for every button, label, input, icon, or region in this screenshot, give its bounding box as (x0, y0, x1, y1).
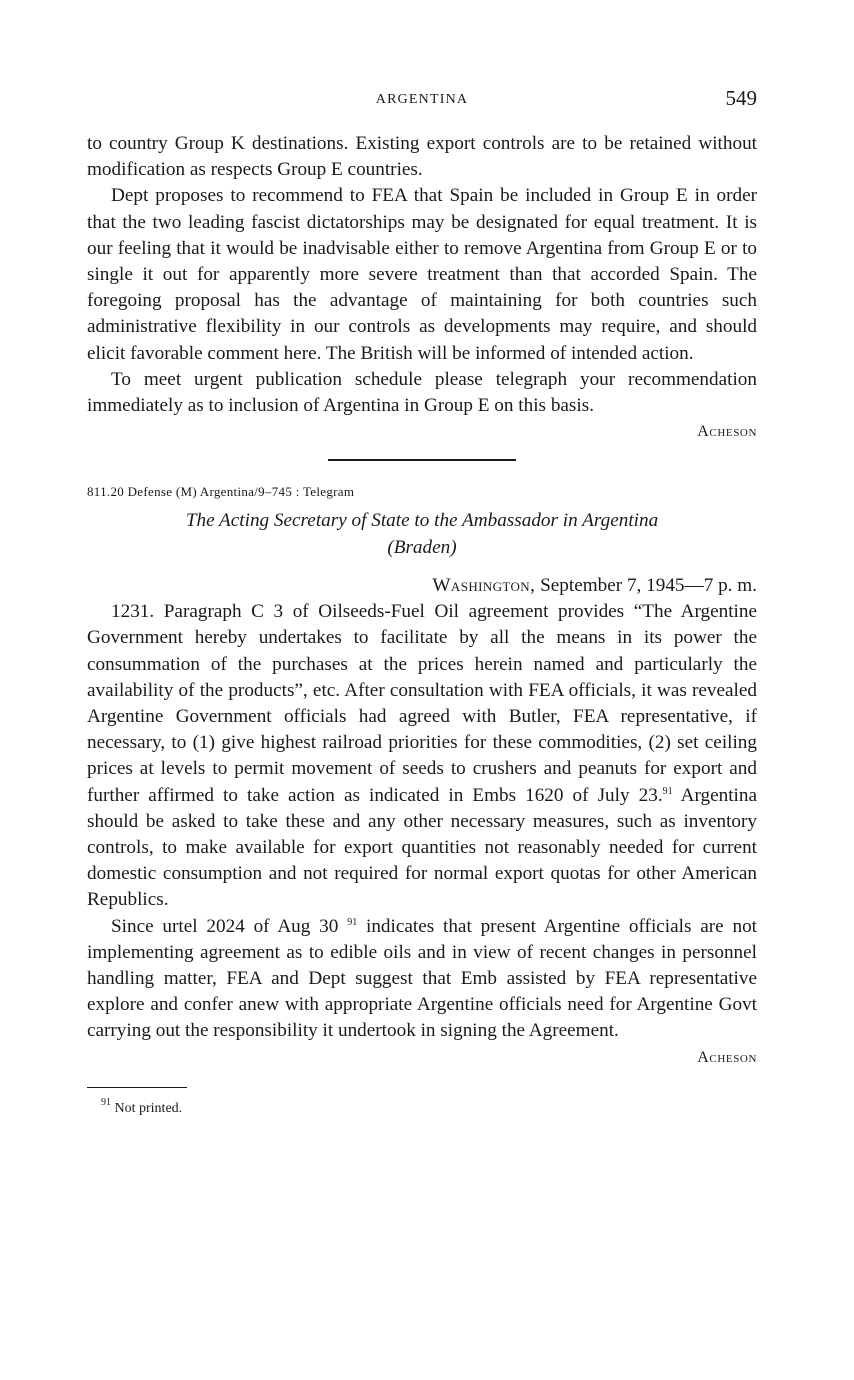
file-reference: 811.20 Defense (M) Argentina/9–745 : Telegram (87, 484, 355, 500)
footnote-reference: 91 (662, 785, 673, 797)
footnote-reference: 91 (347, 916, 358, 928)
paragraph-1231-text-1: 1231. Paragraph C 3 of Oilseeds-Fuel Oil agreement provides “The Argentine Government hereby undertakes to facilitate by all the means in its power the consummation of the purchases at the prices herein named and particularly the availability of the products”, etc. After consultation with FEA officials, it was revealed Argentine Government officials had agreed with Butler, FEA representative, if necessary, to (1) give highest railroad priorities for these commodities, (2) set ceiling prices at levels to permit movement of seeds to crushers and peanuts for export and further affirmed to take action as indicated in Embs 1620 of July 23. (87, 601, 757, 806)
heading-line-1: The Acting Secretary of State to the Ambassador in Argentina (185, 510, 659, 532)
signature-acheson-1: Acheson (697, 423, 757, 441)
footnote (87, 1096, 757, 1118)
section-divider (328, 459, 516, 461)
paragraph-1231-text-2: Argentina should be asked to take these and any other necessary measures, such as inventory controls, to make available for export quantities not reasonably needed for current domestic consumption and not required for normal export quotas for other American Republics. (87, 784, 757, 911)
dateline-place: Washington, (432, 575, 536, 597)
page-number: 549 (725, 86, 757, 110)
footnote-divider (87, 1087, 187, 1088)
paragraph-1231 (87, 599, 757, 913)
footnote-text: Not printed. (111, 1100, 183, 1116)
running-title: ARGENTINA (375, 92, 469, 107)
dateline (87, 573, 757, 599)
running-head (87, 86, 757, 116)
paragraph-urtel-text-1: Since urtel 2024 of Aug 30 (111, 915, 348, 937)
footnote-number: 91 (101, 1096, 111, 1108)
document-heading (87, 507, 757, 561)
paragraph-urtel-text-2: indicates that present Argentine officials are not implementing agreement as to edible oils and in view of recent changes in personnel handling matter, FEA and Dept suggest that Emb assisted by FEA representative explore and confer anew with appropriate Argentine officials need for Argentine Govt carrying out the responsibility it undertook in signing the Agreement. (87, 915, 758, 1042)
paragraph-continuation: to country Group K destinations. Existing export controls are to be retained without modification as respects Group E countries. (87, 133, 757, 181)
body-text (87, 131, 757, 1118)
paragraph-dept-proposal: Dept proposes to recommend to FEA that Spain be included in Group E in order that the two leading fascist dictatorships may be designated for equal treatment. It is our feeling that it would be inadvisable either to remove Argentina from Group E or to single it out for apparently more severe treatment than that accorded Spain. The foregoing proposal has the advantage of maintaining for both countries such administrative flexibility in our controls as developments may require, and should elicit favorable comment here. The British will be informed of intended action. (87, 185, 757, 364)
paragraph-urgent-publication: To meet urgent publication schedule please telegraph your recommendation immediately as to inclusion of Argentina in Group E on this basis. (87, 368, 757, 417)
dateline-date: September 7, 1945—7 p. m. (540, 575, 757, 597)
heading-line-2: (Braden) (387, 537, 457, 559)
signature-acheson-2: Acheson (697, 1048, 757, 1066)
paragraph-urtel (87, 914, 757, 1045)
